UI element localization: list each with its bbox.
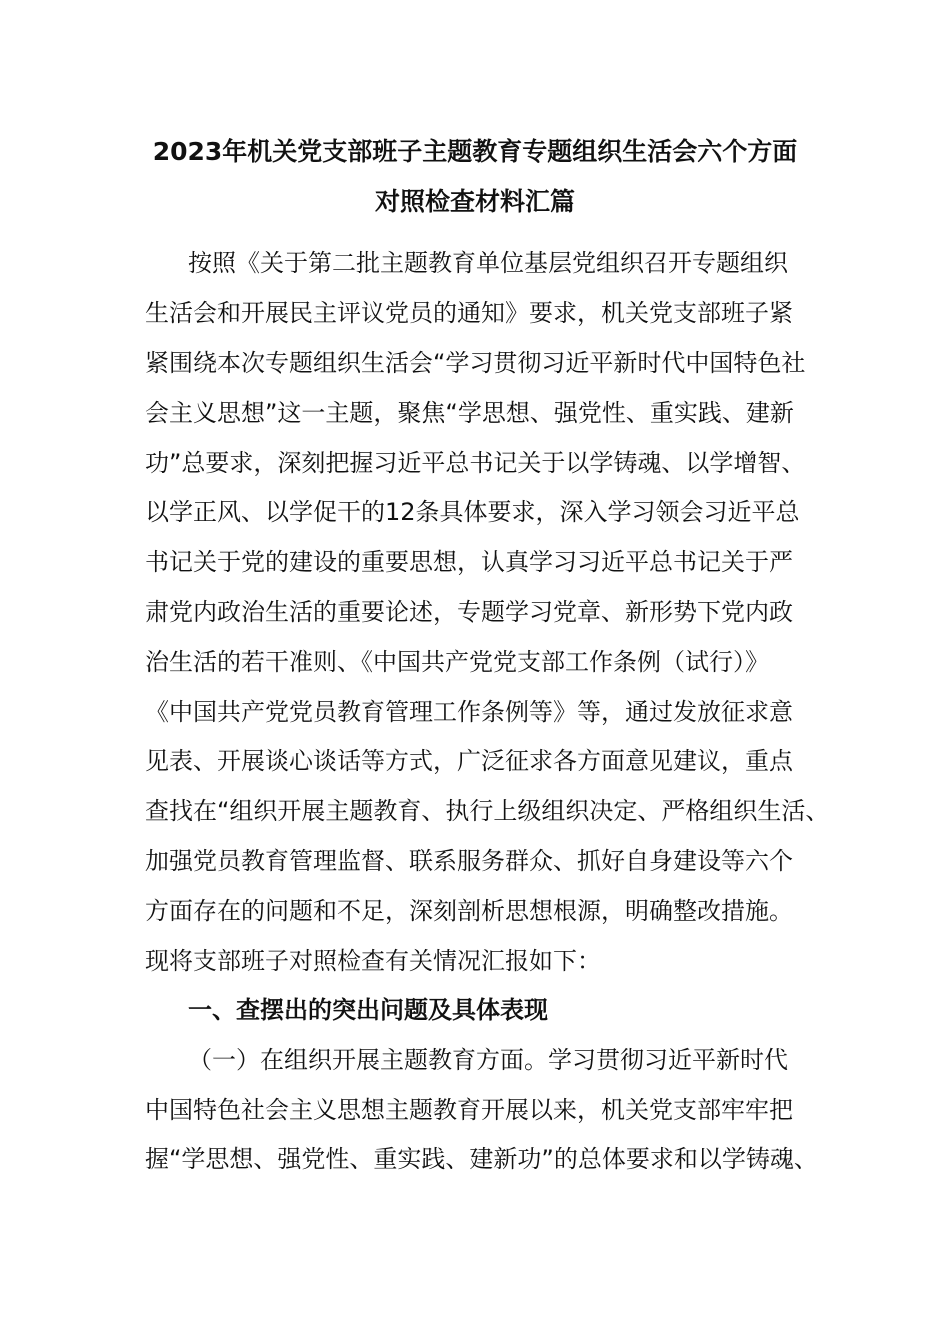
- document-title-line-1: 2023年机关党支部班子主题教育专题组织生活会六个方面: [152, 137, 798, 166]
- body-line: 握“学思想、强党性、重实践、建新功”的总体要求和以学铸魂、: [145, 1145, 818, 1173]
- document-title-line-2: 对照检查材料汇篇: [374, 187, 575, 216]
- body-line: 功”总要求，深刻把握习近平总书记关于以学铸魂、以学增智、: [145, 449, 806, 477]
- body-line: 治生活的若干准则、《中国共产党党支部工作条例（试行）》: [145, 648, 769, 676]
- body-line: 现将支部班子对照检查有关情况汇报如下：: [145, 947, 601, 975]
- body-line: 方面存在的问题和不足，深刻剖析思想根源，明确整改措施。: [145, 897, 793, 925]
- body-line: 加强党员教育管理监督、联系服务群众、抓好自身建设等六个: [145, 847, 793, 875]
- body-line: 以学正风、以学促干的12条具体要求，深入学习领会习近平总: [145, 498, 800, 526]
- body-line: 《中国共产党党员教育管理工作条例等》等，通过发放征求意: [145, 698, 793, 726]
- body-line: 中国特色社会主义思想主题教育开展以来，机关党支部牢牢把: [145, 1096, 793, 1124]
- body-line: 会主义思想”这一主题，聚焦“学思想、强党性、重实践、建新: [145, 399, 794, 427]
- body-line: 查找在“组织开展主题教育、执行上级组织决定、严格组织生活、: [145, 797, 830, 825]
- body-line: 见表、开展谈心谈话等方式，广泛征求各方面意见建议，重点: [145, 747, 793, 775]
- body-line: 生活会和开展民主评议党员的通知》要求，机关党支部班子紧: [145, 299, 793, 327]
- body-line: 肃党内政治生活的重要论述，专题学习党章、新形势下党内政: [145, 598, 793, 626]
- body-line: 按照《关于第二批主题教育单位基层党组织召开专题组织: [188, 249, 788, 277]
- body-line: （一）在组织开展主题教育方面。学习贯彻习近平新时代: [188, 1046, 788, 1074]
- section-heading: 一、查摆出的突出问题及具体表现: [188, 996, 548, 1024]
- body-line: 紧围绕本次专题组织生活会“学习贯彻习近平新时代中国特色社: [145, 349, 806, 377]
- body-line: 书记关于党的建设的重要思想，认真学习习近平总书记关于严: [145, 548, 793, 576]
